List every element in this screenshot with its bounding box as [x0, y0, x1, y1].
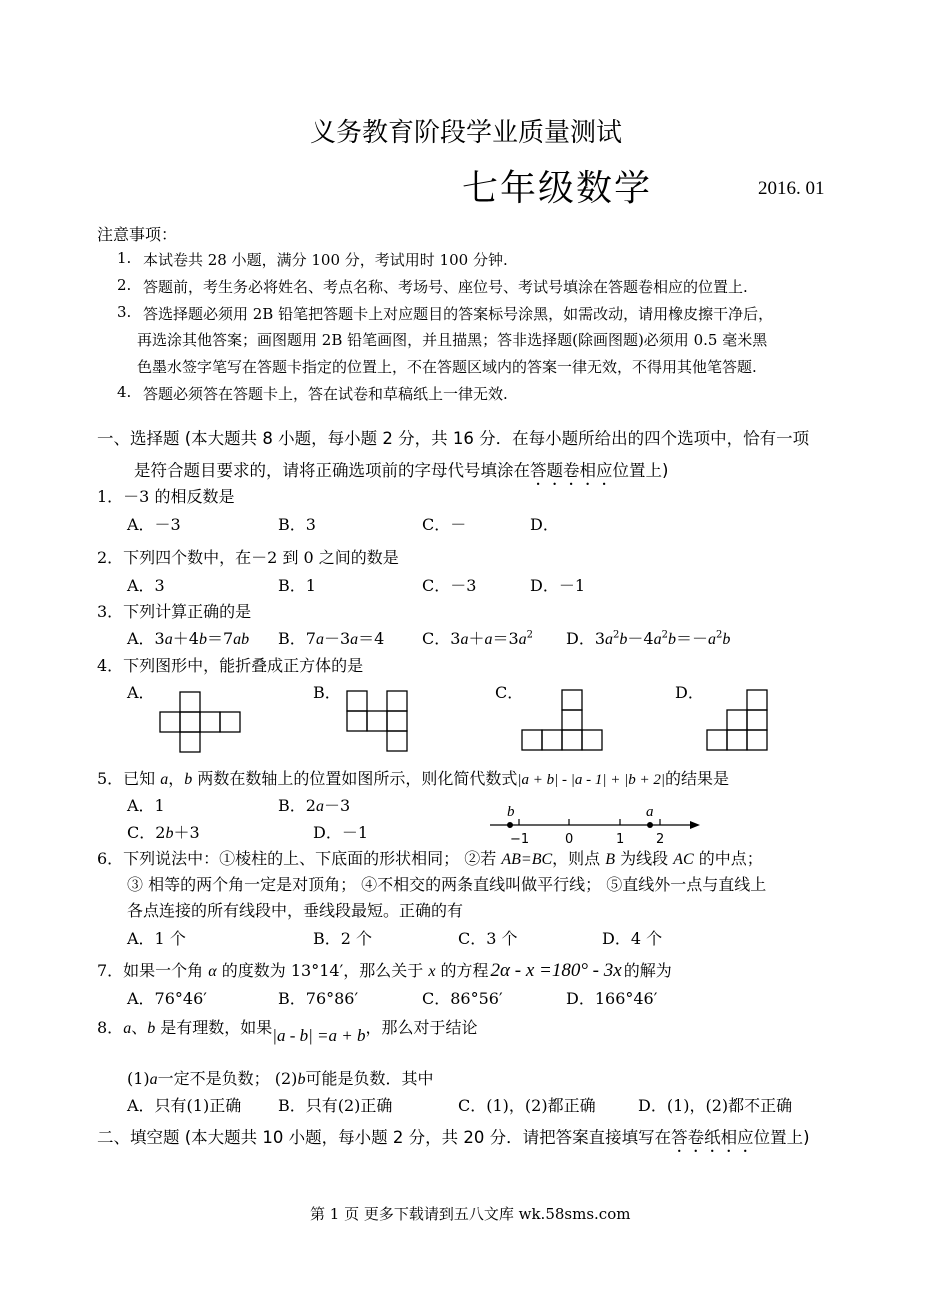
- point-a-label: a: [646, 804, 654, 820]
- q7-option-c: C．86°56′: [422, 989, 503, 1008]
- cube-net-a: [160, 692, 240, 752]
- cube-net-b: [347, 691, 407, 751]
- tick-label-0: 0: [565, 832, 574, 847]
- q2-option-c: C．－3: [422, 576, 477, 595]
- q3-stem: 3．下列计算正确的是: [97, 602, 252, 621]
- q6-line1: 6．下列说法中：①棱柱的上、下底面的形状相同； ②若 AB=BC，则点 B 为线段 AC 的中点；: [97, 849, 763, 868]
- section1-heading-line1: 一、选择题 (本大题共 8 小题，每小题 2 分，共 16 分．在每小题所给出的四个选项中，恰有一项: [97, 429, 810, 448]
- q8-option-d: D．(1)，(2)都不正确: [638, 1096, 793, 1115]
- note-1-text: 本试卷共 28 小题，满分 100 分，考试用时 100 分钟.: [143, 251, 508, 269]
- q8-option-b: B．只有(2)正确: [278, 1096, 393, 1115]
- point-a-dot: [647, 822, 653, 828]
- number-line: [490, 803, 710, 848]
- section1-line2-post: 位置上): [612, 461, 669, 480]
- q2-option-d: D．－1: [530, 576, 586, 595]
- q6-option-d: D．4 个: [602, 929, 663, 948]
- q6-option-b: B．2 个: [313, 929, 373, 948]
- q5-stem: 5．已知 a，b 两数在数轴上的位置如图所示，则化简代数式|a + b| - |a - 1| + |b + 2|的结果是: [97, 769, 730, 788]
- q2-option-b: B．1: [278, 576, 316, 595]
- cube-net-d: [707, 690, 767, 750]
- q8-stem: 8．a、b 是有理数，如果|a - b| =a + b，那么对于结论: [97, 1018, 478, 1045]
- tick-label-2: 2: [656, 832, 665, 847]
- cube-net-c: [522, 690, 602, 750]
- q4-stem: 4．下列图形中，能折叠成正方体的是: [97, 656, 364, 675]
- q5-option-a: A．1: [127, 796, 165, 815]
- q3-option-d: D．$3a^2b-4a^2b=-a^2b$: [566, 629, 731, 648]
- q4-option-a: A．: [127, 683, 155, 702]
- q7-equation: 2α - x =180° - 3x: [490, 960, 622, 981]
- section1-line2-pre: 是符合题目要求的，请将正确选项前的字母代号填涂在: [134, 461, 530, 480]
- note-2-text: 答题前，考生务必将姓名、考点名称、考场号、座位号、考试号填涂在答题卷相应的位置上.: [143, 278, 748, 296]
- q6-line2: ③ 相等的两个角一定是对顶角； ④不相交的两条直线叫做平行线； ⑤直线外一点与直线上: [127, 875, 767, 894]
- q1-option-b: B．3: [278, 515, 316, 534]
- section1-line2-dotted: 答题卷相应: [530, 461, 613, 480]
- q8-conditions: (1)a一定不是负数； (2)b可能是负数．其中: [127, 1069, 434, 1088]
- q3-option-c: C．$3a+a=3a^2$: [422, 629, 534, 648]
- exam-date: 2016. 01: [758, 178, 825, 199]
- tick-label-1: 1: [616, 832, 625, 847]
- section2-dotted: 答卷纸相应: [671, 1128, 754, 1147]
- note-3-line3: 色墨水签字笔写在答题卡指定的位置上，不在答题区域内的答案一律无效，不得用其他笔答题.: [137, 358, 757, 376]
- q5-option-b: B．2a－3: [278, 796, 351, 815]
- tick-label-neg1: −1: [510, 832, 530, 847]
- q7-option-d: D．166°46′: [566, 989, 658, 1008]
- q4-option-b: B．: [313, 683, 341, 702]
- q6-option-a: A．1 个: [127, 929, 186, 948]
- q1-option-a: A．－3: [127, 515, 181, 534]
- section2-heading: 二、填空题 (本大题共 10 小题，每小题 2 分，共 20 分．请把答案直接填写在答卷纸相应位置上): [97, 1128, 810, 1147]
- page-footer: 第 1 页 更多下载请到五八文库 wk.58sms.com: [310, 1205, 631, 1223]
- q8-option-c: C．(1)，(2)都正确: [458, 1096, 596, 1115]
- q5-option-c: C．2b＋3: [127, 823, 200, 842]
- note-3-num: 3.: [117, 303, 132, 321]
- note-4-num: 4.: [117, 383, 132, 401]
- exam-title: 义务教育阶段学业质量测试: [310, 118, 623, 148]
- note-2-num: 2.: [117, 276, 132, 294]
- number-line-arrow: [690, 821, 700, 829]
- q5-option-d: D．－1: [313, 823, 369, 842]
- q2-stem: 2．下列四个数中，在－2 到 0 之间的数是: [97, 548, 399, 567]
- q7-stem: 7．如果一个角 α 的度数为 13°14′，那么关于 x 的方程 2α - x =180° - 3x 的解为: [97, 960, 672, 981]
- q3-option-a: A．3a＋4b＝7ab: [127, 629, 250, 648]
- notes-heading: 注意事项：: [97, 225, 178, 244]
- q6-option-c: C．3 个: [458, 929, 518, 948]
- q1-option-c: C．－: [422, 515, 467, 534]
- point-b-label: b: [507, 804, 515, 820]
- q7-option-b: B．76°86′: [278, 989, 359, 1008]
- exam-subtitle: 七年级数学: [462, 168, 653, 209]
- note-4-text: 答题必须答在答题卡上，答在试卷和草稿纸上一律无效.: [143, 385, 508, 403]
- q8-equation: |a - b| =a + b: [272, 1026, 366, 1045]
- q1-stem: 1．－3 的相反数是: [97, 487, 235, 506]
- q4-option-c: C．: [495, 683, 524, 702]
- q1-option-d: D．: [530, 515, 559, 534]
- q4-option-d: D．: [675, 683, 704, 702]
- q3-option-b: B．7a－3a＝4: [278, 629, 385, 648]
- q7-option-a: A．76°46′: [127, 989, 207, 1008]
- note-3-line2: 再选涂其他答案；画图题用 2B 铅笔画图，并且描黑；答非选择题(除画图题)必须用 0.5 毫米黑: [137, 331, 768, 349]
- note-1-num: 1.: [117, 249, 132, 267]
- q5-expression: |a + b| - |a - 1| + |b + 2|: [517, 772, 665, 788]
- note-3-line1: 答选择题必须用 2B 铅笔把答题卡上对应题目的答案标号涂黑，如需改动，请用橡皮擦干净后，: [143, 305, 774, 323]
- q2-option-a: A．3: [127, 576, 165, 595]
- q6-line3: 各点连接的所有线段中，垂线段最短。正确的有: [127, 901, 464, 920]
- point-b-dot: [507, 822, 513, 828]
- q8-option-a: A．只有(1)正确: [127, 1096, 242, 1115]
